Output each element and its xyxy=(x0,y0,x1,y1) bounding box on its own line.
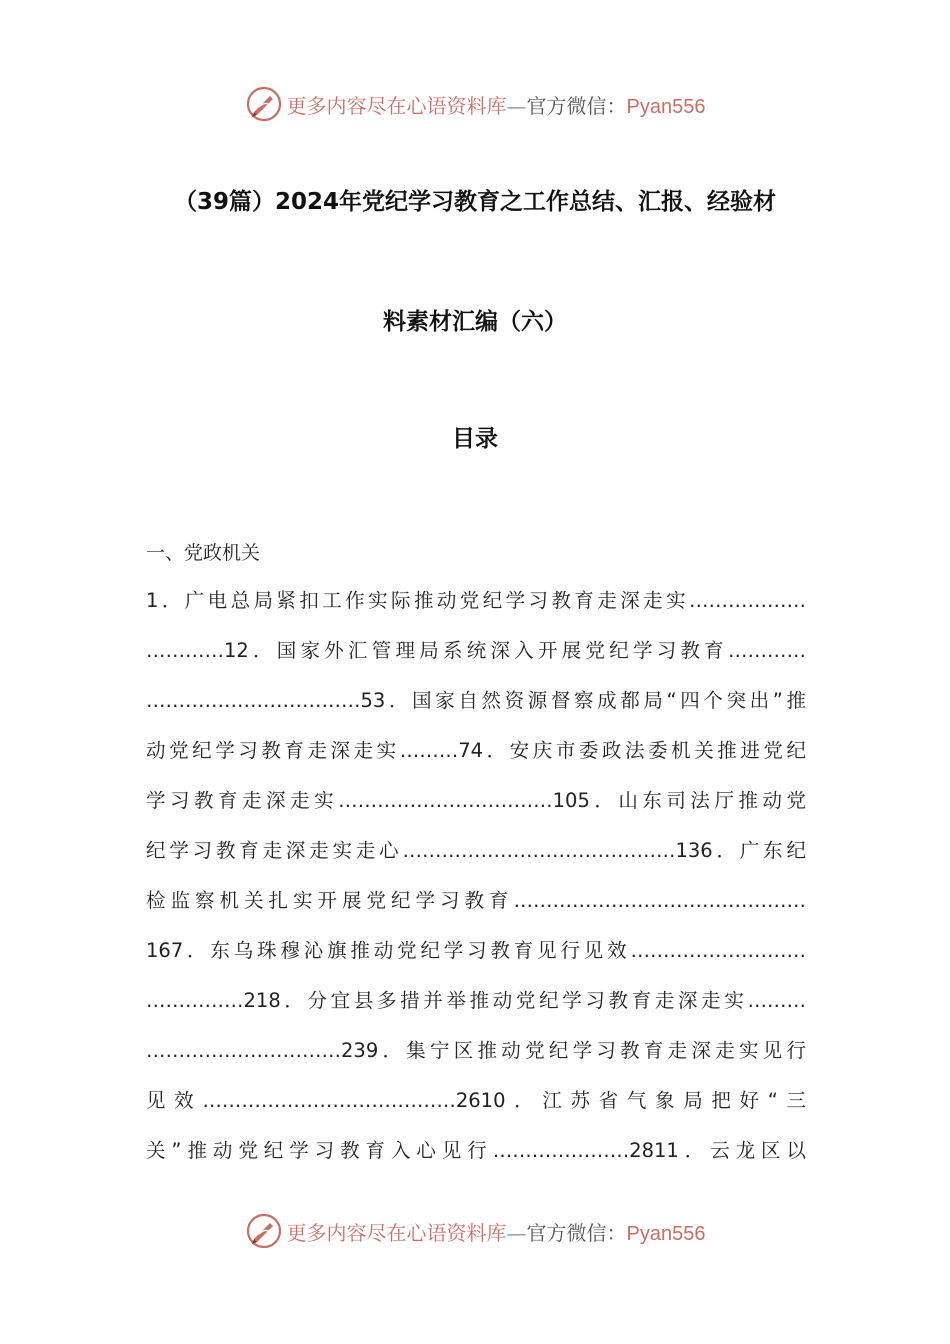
banner-separator: — xyxy=(506,93,527,118)
toc-line: ……………218．分宜县多措并举推动党纪学习教育走深走实……… xyxy=(146,989,806,1012)
banner-wechat-label: 官方微信： xyxy=(526,1220,627,1245)
banner-brand: 更多内容尽在心语资料库 xyxy=(286,93,507,118)
toc-line: 167．东乌珠穆沁旗推动党纪学习教育见行见效……………………… xyxy=(146,939,806,962)
toc-line: 学习教育走深走实……………………………105．山东司法厅推动党 xyxy=(146,789,806,812)
toc-line: 纪学习教育走深走实走心……………………………………136．广东纪 xyxy=(146,839,806,862)
banner-text xyxy=(287,1217,706,1246)
toc-body xyxy=(146,576,806,1176)
banner-separator: — xyxy=(506,1220,527,1245)
toc-line: 关”推动党纪学习教育入心见行…………………2811．云龙区以 xyxy=(146,1139,806,1162)
toc-line: ……………………………53．国家自然资源督察成都局“四个突出”推 xyxy=(146,689,806,712)
toc-heading: 目录 xyxy=(452,426,498,452)
banner-wechat-id: Pyan556 xyxy=(626,1222,706,1245)
banner-wechat-label: 官方微信： xyxy=(526,93,627,118)
section-heading: 一、党政机关 xyxy=(146,542,261,564)
banner-wechat-id: Pyan556 xyxy=(626,95,706,118)
toc-line: 检监察机关扎实开展党纪学习教育……………………………………… xyxy=(146,889,806,912)
toc-line: 动党纪学习教育走深走实………74．安庆市委政法委机关推进党纪 xyxy=(146,739,806,762)
toc-line: …………………………239．集宁区推动党纪学习教育走深走实见行 xyxy=(146,1039,806,1062)
footer-banner xyxy=(0,1211,950,1251)
pen-logo-icon xyxy=(245,85,283,123)
document-title-line-2: 料素材汇编（六） xyxy=(383,309,567,335)
document-title-line-1: （39篇）2024年党纪学习教育之工作总结、汇报、经验材 xyxy=(173,189,777,215)
header-banner xyxy=(0,84,950,124)
toc-line: 见效…………………………………2610．江苏省气象局把好“三 xyxy=(146,1089,806,1112)
toc-line: 1．广电总局紧扣工作实际推动党纪学习教育走深走实……………… xyxy=(146,589,806,612)
toc-line: …………12．国家外汇管理局系统深入开展党纪学习教育………… xyxy=(146,639,806,662)
pen-logo-icon xyxy=(245,1212,283,1250)
banner-text xyxy=(287,90,706,119)
banner-brand: 更多内容尽在心语资料库 xyxy=(286,1220,507,1245)
